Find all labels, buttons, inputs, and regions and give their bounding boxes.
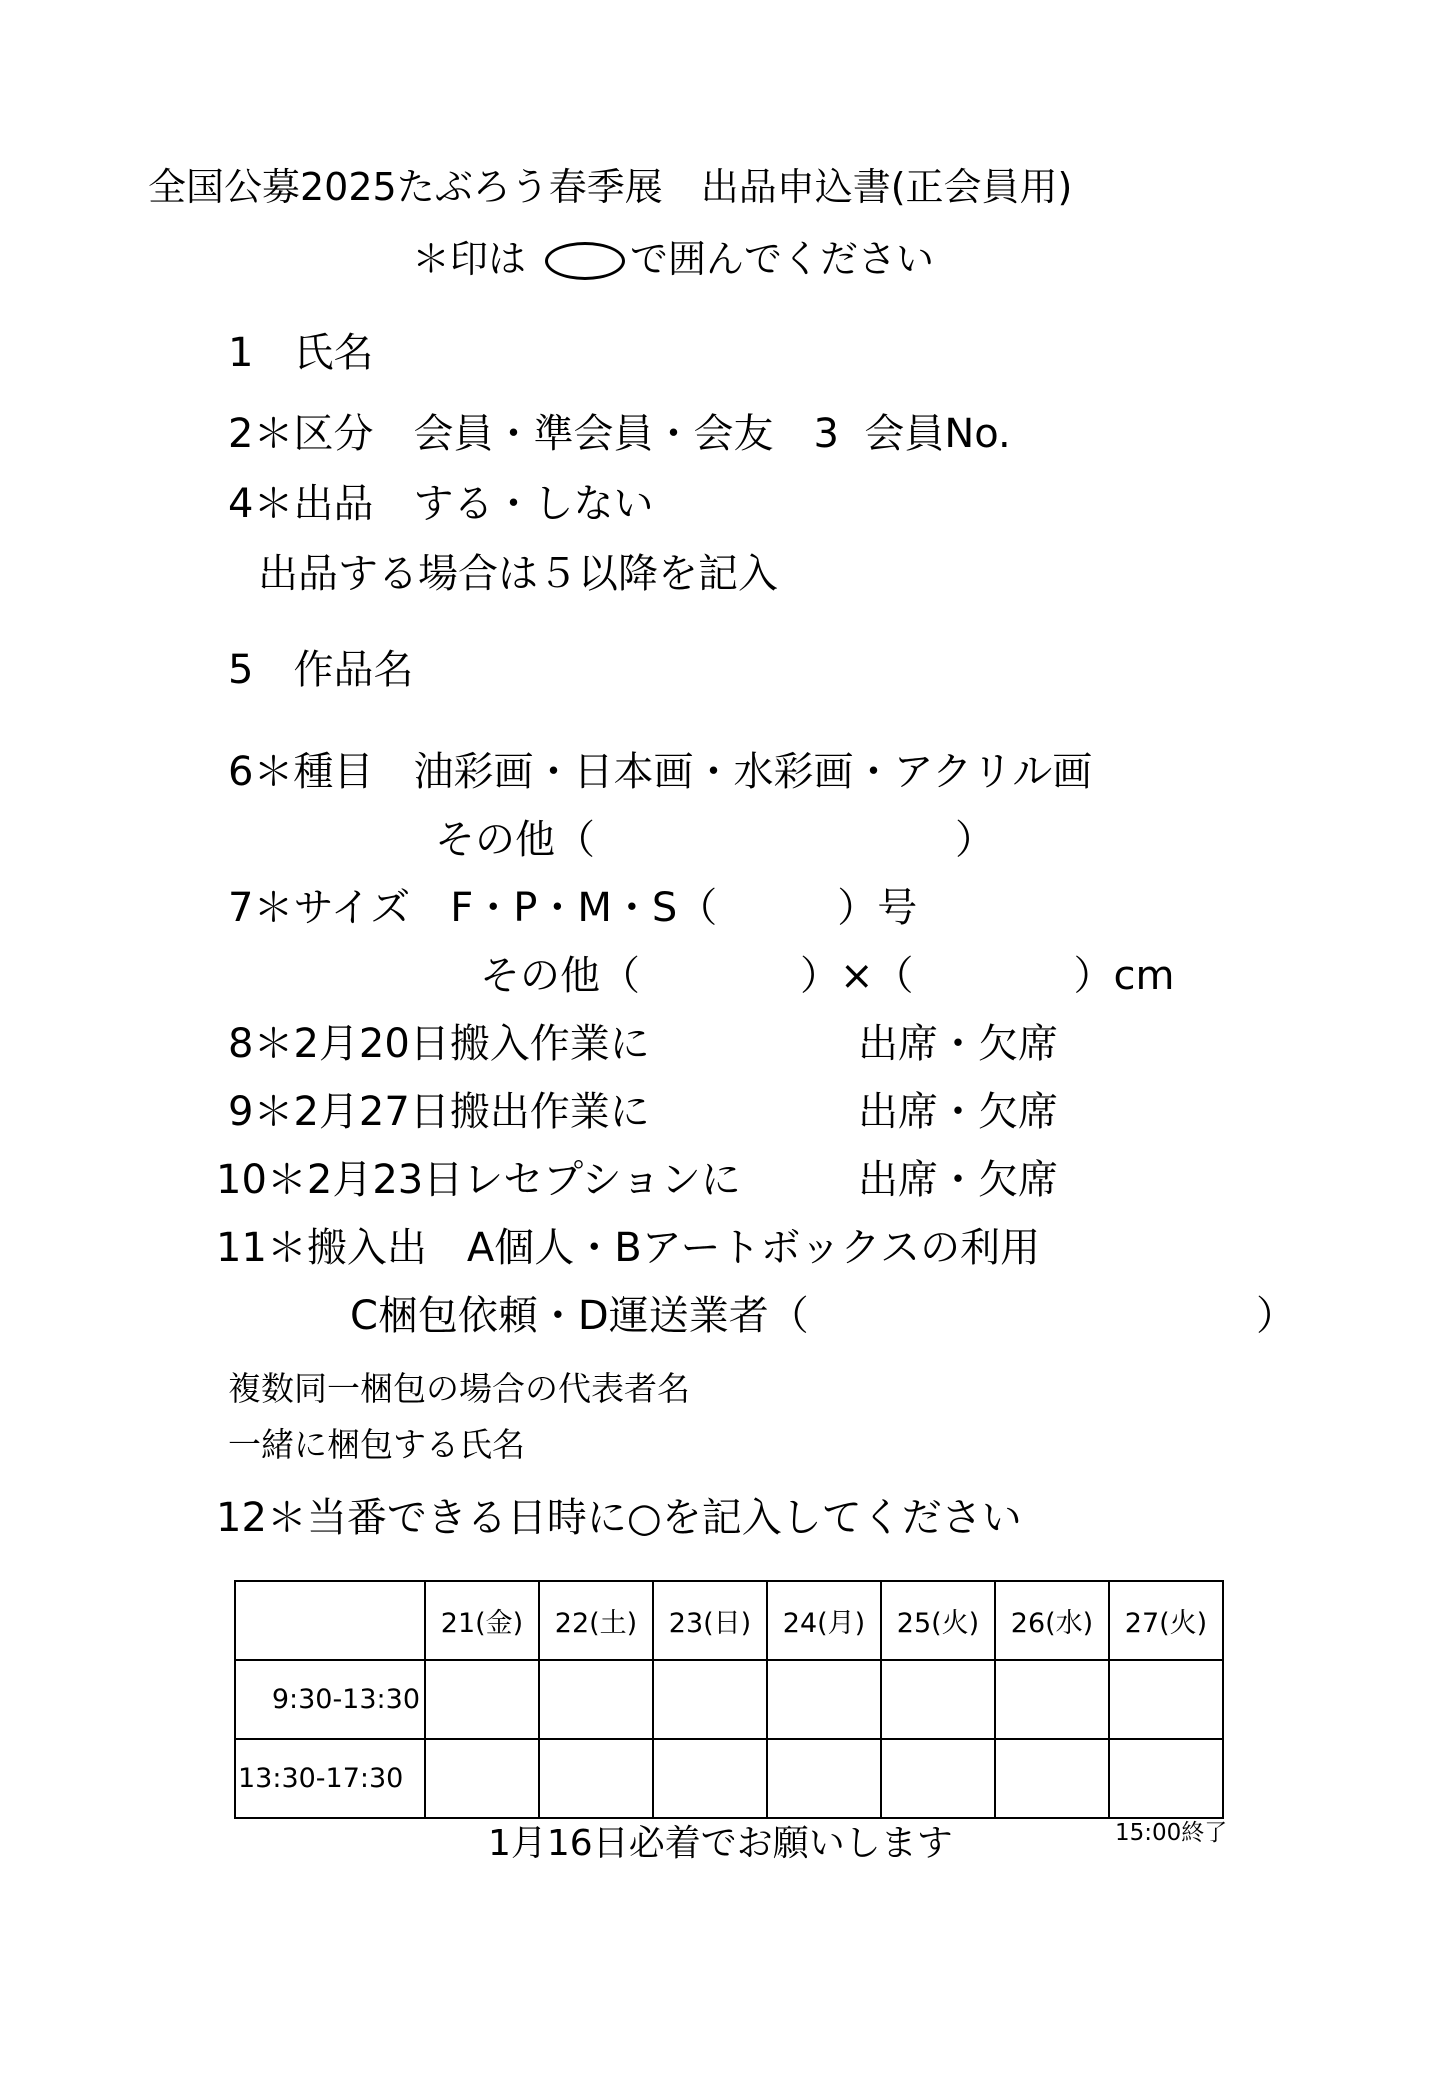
instruction-suffix: で囲んでください: [630, 237, 935, 281]
form-title: 全国公募2025たぶろう春季展 出品申込書(正会員用): [148, 165, 1073, 209]
duty-cell[interactable]: [653, 1660, 767, 1739]
table-row: [235, 1739, 1223, 1818]
duty-cell[interactable]: [881, 1660, 995, 1739]
item-4-entry: 4＊出品 する・しない: [228, 481, 654, 527]
item-8-options: 出席・欠席: [858, 1021, 1058, 1067]
duty-cell[interactable]: [995, 1660, 1109, 1739]
day-header: 23(日): [653, 1581, 767, 1660]
item-7-size: 7＊サイズ F・P・M・S（ ）号: [228, 885, 918, 931]
end-time-note: 15:00終了: [1115, 1820, 1228, 1846]
duty-cell[interactable]: [767, 1739, 881, 1818]
item-2-category: 2＊区分 会員・準会員・会友 3 会員No.: [228, 411, 1011, 457]
day-header: 24(月): [767, 1581, 881, 1660]
packed-together-label: 一緒に梱包する氏名: [228, 1425, 525, 1464]
item-1-name: 1 氏名: [228, 330, 374, 376]
duty-cell[interactable]: [881, 1739, 995, 1818]
item-11-transport: 11＊搬入出 A個人・Bアートボックスの利用: [216, 1225, 1041, 1271]
slot-label: 9:30-13:30: [235, 1660, 425, 1739]
item-6-other: その他（ ）: [435, 817, 995, 863]
instruction-prefix: ＊印は: [412, 237, 527, 281]
item-8-label: 8＊2月20日搬入作業に: [228, 1021, 650, 1067]
item-11-close-paren: ）: [1256, 1293, 1296, 1339]
table-header-row: [235, 1581, 1223, 1660]
day-header: 25(火): [881, 1581, 995, 1660]
duty-cell[interactable]: [653, 1739, 767, 1818]
item-10-options: 出席・欠席: [858, 1157, 1058, 1203]
table-row: [235, 1660, 1223, 1739]
duty-schedule-table: [234, 1580, 1224, 1819]
duty-cell[interactable]: [539, 1739, 653, 1818]
item-12-duty: 12＊当番できる日時に○を記入してください: [216, 1495, 1022, 1541]
duty-cell[interactable]: [539, 1660, 653, 1739]
corner-cell: [235, 1581, 425, 1660]
duty-cell[interactable]: [1109, 1660, 1223, 1739]
duty-cell[interactable]: [995, 1739, 1109, 1818]
item-4-note: 出品する場合は５以降を記入: [258, 551, 778, 597]
item-5-title: 5 作品名: [228, 647, 414, 693]
slot-label: 13:30-17:30: [235, 1739, 425, 1818]
item-10-label: 10＊2月23日レセプションに: [216, 1157, 741, 1203]
circle-mark-icon: [545, 242, 625, 280]
representative-label: 複数同一梱包の場合の代表者名: [228, 1369, 690, 1408]
item-9-options: 出席・欠席: [858, 1089, 1058, 1135]
item-6-genre: 6＊種目 油彩画・日本画・水彩画・アクリル画: [228, 749, 1093, 795]
day-header: 27(火): [1109, 1581, 1223, 1660]
item-9-label: 9＊2月27日搬出作業に: [228, 1089, 650, 1135]
duty-cell[interactable]: [1109, 1739, 1223, 1818]
duty-cell[interactable]: [767, 1660, 881, 1739]
duty-cell[interactable]: [425, 1739, 539, 1818]
item-11-options: C梱包依頼・D運送業者（: [350, 1293, 809, 1339]
day-header: 26(水): [995, 1581, 1109, 1660]
day-header: 22(土): [539, 1581, 653, 1660]
deadline-note: 1月16日必着でお願いします: [488, 1823, 953, 1864]
day-header: 21(金): [425, 1581, 539, 1660]
duty-cell[interactable]: [425, 1660, 539, 1739]
item-7-other: その他（ ）×（ ）cm: [480, 953, 1175, 999]
